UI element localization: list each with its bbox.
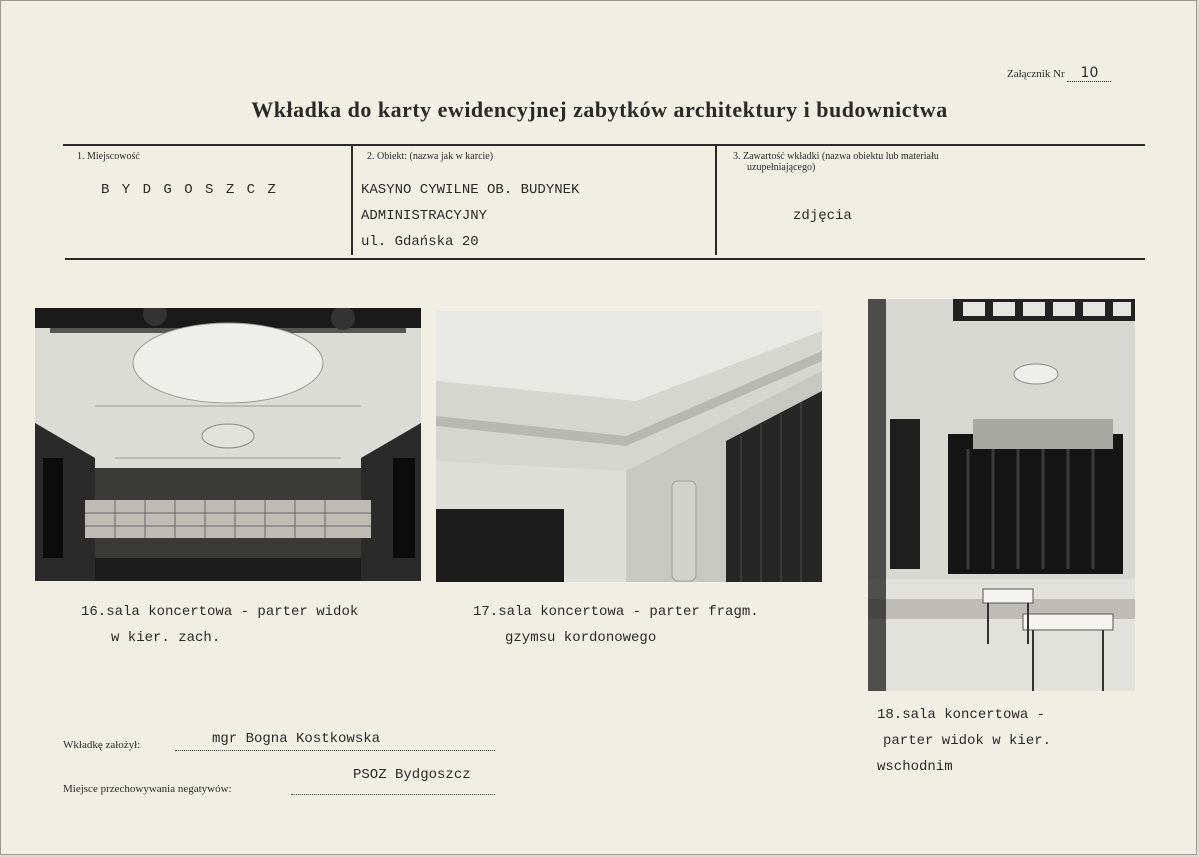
object-line-3: ul. Gdańska 20 — [361, 234, 479, 250]
object-line-1: KASYNO CYWILNE OB. BUDYNEK — [361, 182, 580, 198]
storage-dotted-line — [291, 794, 495, 795]
photo-16 — [35, 308, 421, 581]
photo-16-caption-line-1: 16.sala koncertowa - parter widok — [81, 604, 359, 620]
storage-label: Miejsce przechowywania negatywów: — [63, 783, 232, 795]
annex-number — [1007, 65, 1111, 82]
object-line-2: ADMINISTRACYJNY — [361, 208, 488, 224]
photo-18-image — [868, 299, 1135, 691]
author-value: mgr Bogna Kostkowska — [212, 731, 381, 747]
table-bottom-rule — [65, 258, 1145, 260]
place-value: B Y D G O S Z C Z — [101, 182, 278, 198]
author-label: Wkładkę założył: — [63, 739, 141, 751]
photo-18-caption-line-3: wschodnim — [877, 759, 953, 775]
photo-17-caption-line-1: 17.sala koncertowa - parter fragm. — [473, 604, 759, 620]
annex-label: Załącznik Nr — [1007, 68, 1065, 80]
photo-17-image — [436, 311, 822, 582]
card-title: Wkładka do karty ewidencyjnej zabytków architektury i budownictwa — [251, 97, 948, 122]
contents-label-2: uzupełniającego) — [747, 162, 816, 173]
column-divider-2 — [715, 145, 717, 255]
photo-18-caption-line-1: 18.sala koncertowa - — [877, 707, 1046, 723]
photo-17 — [436, 311, 822, 582]
table-top-rule — [63, 144, 1145, 146]
column-divider-1 — [351, 145, 353, 255]
photo-16-caption-line-2: w kier. zach. — [111, 630, 221, 646]
author-dotted-line — [175, 750, 495, 751]
contents-label-1: 3. Zawartość wkładki (nazwa obiektu lub materiału — [733, 151, 939, 162]
photo-16-image — [35, 308, 421, 581]
annex-number-value: 10 — [1067, 65, 1111, 82]
storage-value: PSOZ Bydgoszcz — [353, 767, 471, 783]
object-label: 2. Obiekt: (nazwa jak w karcie) — [367, 151, 494, 162]
photo-17-caption-line-2: gzymsu kordonowego — [505, 630, 657, 646]
place-label: 1. Miejscowość — [77, 151, 140, 162]
contents-value: zdjęcia — [793, 208, 852, 224]
photo-18 — [868, 299, 1135, 691]
photo-18-caption-line-2: parter widok w kier. — [883, 733, 1052, 749]
